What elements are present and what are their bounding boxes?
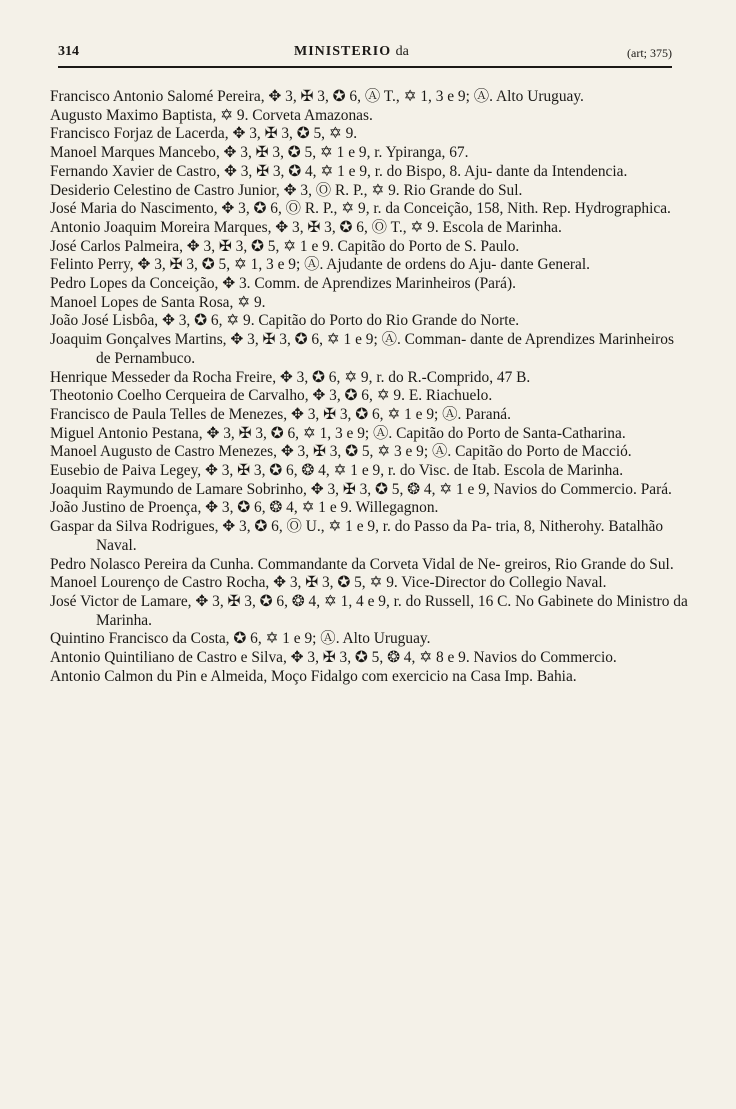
entry-line: Pedro Nolasco Pereira da Cunha. Commandante da Corveta Vidal de Ne- (50, 555, 501, 573)
entry-continuation: de Santa-Catharina. (504, 424, 626, 442)
list-entry (50, 238, 690, 257)
entry-line: João José Lisbôa, ✥ 3, ✪ 6, ✡ 9. Capitão do Porto do Rio Grande do (50, 312, 477, 330)
entry-continuation: do Porto de Macció. (506, 443, 632, 461)
entry-continuation: Sul. (497, 181, 523, 199)
list-entry (50, 200, 690, 219)
entry-continuation: Escola de Marinha. (503, 462, 624, 480)
entry-continuation: Bahia. (536, 667, 577, 685)
entry-line: Francisco Forjaz de Lacerda, ✥ 3, ✠ 3, ✪ 5, ✡ 9. (50, 125, 358, 143)
list-entry (50, 556, 690, 575)
entry-continuation: dante General. (500, 256, 591, 274)
entry-continuation: do Commercio. (521, 649, 617, 667)
entry-line: Francisco de Paula Telles de Menezes, ✥ 3, ✠ 3, ✪ 6, ✡ 1 e 9; Ⓐ. Paraná. (50, 405, 511, 423)
list-entry (50, 481, 690, 500)
entry-line: Manoel Marques Mancebo, ✥ 3, ✠ 3, ✪ 5, ✡ 1 e 9, r. Ypiranga, 67. (50, 144, 469, 162)
list-entry (50, 369, 690, 388)
entry-continuation: Norte. (480, 312, 520, 330)
list-entry (50, 331, 690, 368)
list-entry (50, 182, 690, 201)
entry-line: Pedro Lopes da Conceição, ✥ 3. Comm. de Aprendizes Marinheiros (Pará). (50, 275, 516, 293)
entry-line: Antonio Quintiliano de Castro e Silva, ✥ 3, ✠ 3, ✪ 5, ❂ 4, ✡ 8 e 9. Navios (50, 649, 518, 667)
entry-line: José Victor de Lamare, ✥ 3, ✠ 3, ✪ 6, ❂ 4, ✡ 1, 4 e 9, r. do Russell, 16 C. (50, 592, 512, 610)
entry-line: Fernando Xavier de Castro, ✥ 3, ✠ 3, ✪ 4, ✡ 1 e 9, r. do Bispo, 8. Aju- (50, 162, 493, 180)
article-reference: (art; 375) (627, 46, 672, 60)
list-entry (50, 574, 690, 593)
list-entry (50, 256, 690, 275)
entry-line: Henrique Messeder da Rocha Freire, ✥ 3, ✪ 6, ✡ 9, r. do R.-Comprido, 47 B. (50, 368, 531, 386)
entry-continuation: tria, 8, Nitherohy. Batalhão Naval. (96, 518, 664, 554)
list-entry (50, 462, 690, 481)
list-entry (50, 163, 690, 182)
entry-continuation: Marinha. (505, 218, 562, 236)
entry-line: Desiderio Celestino de Castro Junior, ✥ 3, Ⓞ R. P., ✡ 9. Rio Grande do (50, 181, 495, 199)
list-entry (50, 144, 690, 163)
page-header (58, 44, 672, 66)
entry-continuation: Alto Uruguay. (496, 88, 584, 105)
entry-line: José Carlos Palmeira, ✥ 3, ✠ 3, ✪ 5, ✡ 1 e 9. Capitão do Porto de S. (50, 237, 477, 255)
entry-continuation: Paulo. (480, 237, 520, 255)
entry-line: Augusto Maximo Baptista, ✡ 9. Corveta Amazonas. (50, 106, 373, 124)
entry-continuation: No Gabinete do Ministro da Marinha. (96, 592, 688, 629)
list-entry (50, 425, 690, 444)
list-entry (50, 88, 690, 107)
entry-line: Manoel Lopes de Santa Rosa, ✡ 9. (50, 293, 266, 311)
entry-line: Joaquim Raymundo de Lamare Sobrinho, ✥ 3, ✠ 3, ✪ 5, ❂ 4, ✡ 1 e 9, (50, 480, 490, 498)
list-entry (50, 219, 690, 238)
list-entry (50, 499, 690, 518)
list-entry (50, 125, 690, 144)
list-entry (50, 275, 690, 294)
list-entry (50, 668, 690, 687)
entry-line: José Maria do Nascimento, ✥ 3, ✪ 6, Ⓞ R. P., ✡ 9, r. da Conceição, 158, Nith. (50, 200, 539, 218)
entry-continuation: Navios do Commercio. Pará. (493, 480, 672, 498)
header-rule (58, 66, 672, 68)
entry-line: Eusebio de Paiva Legey, ✥ 3, ✠ 3, ✪ 6, ❂ 4, ✡ 1 e 9, r. do Visc. de Itab. (50, 462, 500, 480)
list-entry (50, 518, 690, 555)
entry-continuation: dante da Intendencia. (496, 162, 628, 180)
entry-continuation: greiros, Rio Grande do Sul. (504, 555, 674, 573)
list-entry (50, 312, 690, 331)
entry-line: Manoel Augusto de Castro Menezes, ✥ 3, ✠ 3, ✪ 5, ✡ 3 e 9; Ⓐ. Capitão (50, 443, 503, 461)
page-number: 314 (58, 44, 79, 59)
list-entry (50, 406, 690, 425)
list-entry (50, 107, 690, 126)
entry-line: João Justino de Proença, ✥ 3, ✪ 6, ❂ 4, ✡ 1 e 9. Willegagnon. (50, 499, 439, 517)
running-title-suffix: da (395, 44, 409, 59)
list-entry (50, 593, 690, 630)
entry-line: Antonio Joaquim Moreira Marques, ✥ 3, ✠ 3, ✪ 6, Ⓞ T., ✡ 9. Escola de (50, 218, 502, 236)
entry-line: Quintino Francisco da Costa, ✪ 6, ✡ 1 e 9; Ⓐ. Alto Uruguay. (50, 630, 431, 648)
entry-line: Theotonio Coelho Cerqueira de Carvalho, ✥ 3, ✪ 6, ✡ 9. E. Riachuelo. (50, 387, 493, 405)
entry-line: Antonio Calmon du Pin e Almeida, Moço Fidalgo com exercicio na Casa Imp. (50, 667, 534, 685)
list-entry (50, 649, 690, 668)
entry-continuation: Collegio Naval. (508, 574, 607, 592)
list-entry (50, 387, 690, 406)
running-title (294, 44, 409, 60)
list-entry (50, 630, 690, 649)
entry-line: Gaspar da Silva Rodrigues, ✥ 3, ✪ 6, Ⓞ U., ✡ 1 e 9, r. do Passo da Pa- (50, 518, 492, 536)
running-title-main: MINISTERIO (294, 44, 392, 59)
entry-line: Joaquim Gonçalves Martins, ✥ 3, ✠ 3, ✪ 6, ✡ 1 e 9; Ⓐ. Comman- (50, 331, 467, 349)
entry-continuation: Rep. Hydrographica. (542, 200, 671, 218)
officer-list (50, 88, 690, 687)
list-entry (50, 443, 690, 462)
entry-line: Miguel Antonio Pestana, ✥ 3, ✠ 3, ✪ 6, ✡ 1, 3 e 9; Ⓐ. Capitão do Porto (50, 424, 501, 442)
entry-continuation: dante de Aprendizes Marinheiros de Pernambuco. (96, 331, 674, 367)
entry-line: Felinto Perry, ✥ 3, ✠ 3, ✪ 5, ✡ 1, 3 e 9; Ⓐ. Ajudante de ordens do Aju- (50, 256, 497, 274)
entry-line: Francisco Antonio Salomé Pereira, ✥ 3, ✠ 3, ✪ 6, Ⓐ T., ✡ 1, 3 e 9; Ⓐ. (50, 88, 493, 105)
list-entry (50, 294, 690, 313)
entry-line: Manoel Lourenço de Castro Rocha, ✥ 3, ✠ 3, ✪ 5, ✡ 9. Vice-Director do (50, 574, 506, 592)
